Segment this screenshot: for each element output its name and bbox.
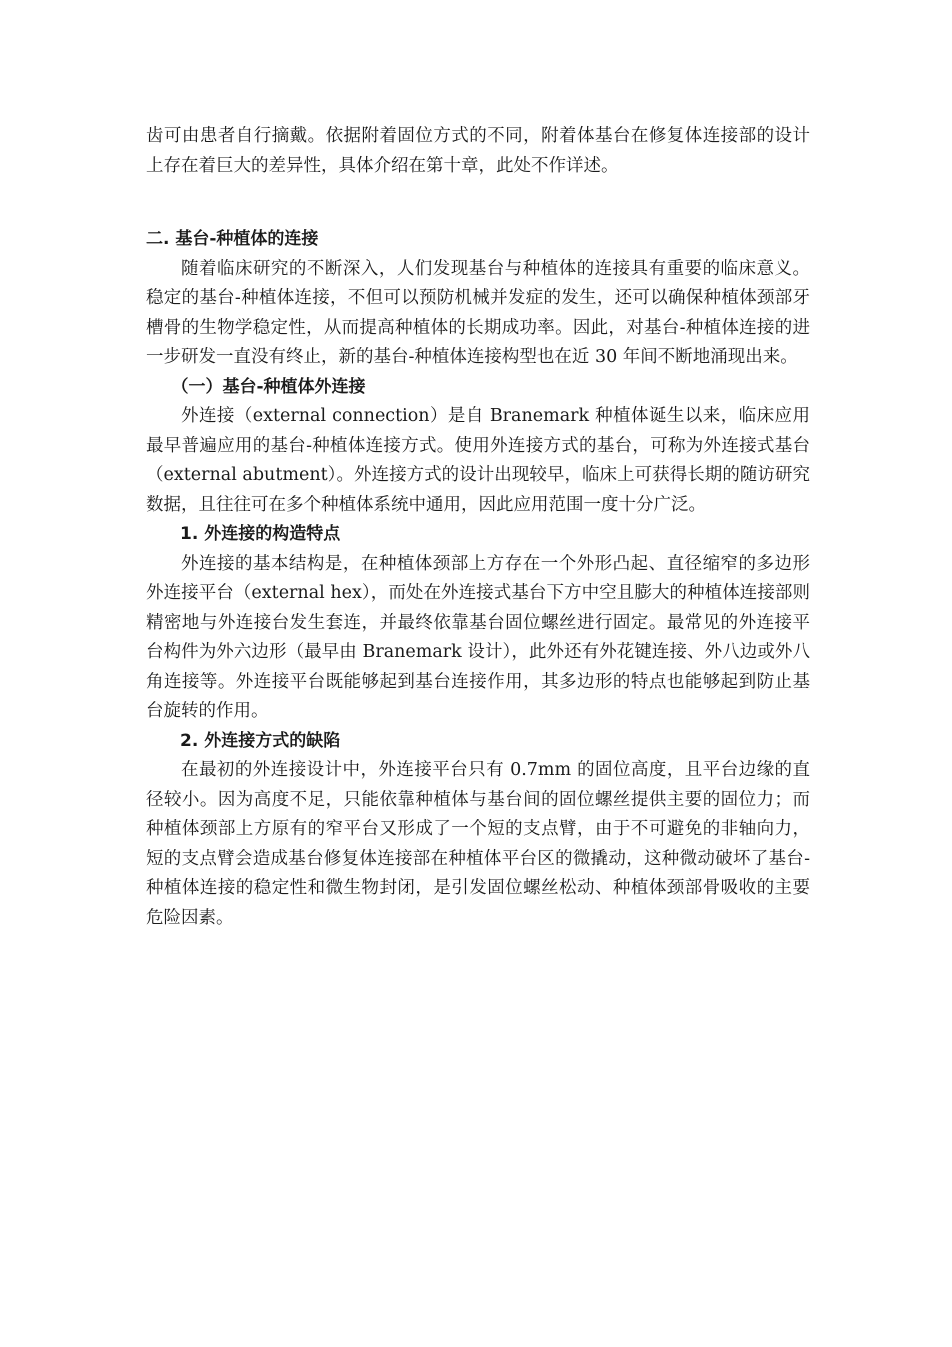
paragraph-structure-features: 外连接的基本结构是，在种植体颈部上方存在一个外形凸起、直径缩窄的多边形外连接平台（external hex），而处在外连接式基台下方中空且膨大的种植体连接部则精密地与外连接台发生套连，并最终依靠基台固位螺丝进行固定。最常见的外连接平台构件为外六边形（最早由 Branemark 设计），此外还有外花键连接、外八边或外八角连接等。外连接平台既能够起到基台连接作用，其多边形的特点也能够起到防止基台旋转的作用。 bbox=[146, 553, 810, 721]
section-heading-abutment-implant-connection: 二. 基台-种植体的连接 bbox=[146, 229, 319, 249]
paragraph-continuation: 齿可由患者自行摘戴。依据附着固位方式的不同，附着体基台在修复体连接部的设计上存在着巨大的差异性，具体介绍在第十章，此处不作详述。 bbox=[146, 126, 810, 176]
paragraph-external-connection-intro: 外连接（external connection）是自 Branemark 种植体诞生以来，临床应用最早普遍应用的基台-种植体连接方式。使用外连接方式的基台，可称为外连接式基台（external abutment）。外连接方式的设计出现较早，临床上可获得长期的随访研究数据，且往往可在多个种植体系统中通用，因此应用范围一度十分广泛。 bbox=[146, 406, 810, 515]
subsection-heading-external-connection: （一）基台-种植体外连接 bbox=[171, 376, 366, 397]
paragraph-defects: 在最初的外连接设计中，外连接平台只有 0.7mm 的固位高度，且平台边缘的直径较小。因为高度不足，只能依靠种植体与基台间的固位螺丝提供主要的固位力；而种植体颈部上方原有的窄平台又形成了一个短的支点臂，由于不可避免的非轴向力，短的支点臂会造成基台修复体连接部在种植体平台区的微撬动，这种微动破坏了基台-种植体连接的稳定性和微生物封闭，是引发固位螺丝松动、种植体颈部骨吸收的主要危险因素。 bbox=[146, 760, 810, 928]
subheading-structure-features: 1. 外连接的构造特点 bbox=[180, 524, 341, 544]
paragraph-connection-importance: 随着临床研究的不断深入，人们发现基台与种植体的连接具有重要的临床意义。稳定的基台-种植体连接，不但可以预防机械并发症的发生，还可以确保种植体颈部牙槽骨的生物学稳定性，从而提高种植体的长期成功率。因此，对基台-种植体连接的进一步研发一直没有终止，新的基台-种植体连接构型也在近 30 年间不断地涌现出来。 bbox=[146, 258, 810, 367]
document-body bbox=[146, 122, 810, 933]
subheading-defects: 2. 外连接方式的缺陷 bbox=[180, 730, 341, 751]
